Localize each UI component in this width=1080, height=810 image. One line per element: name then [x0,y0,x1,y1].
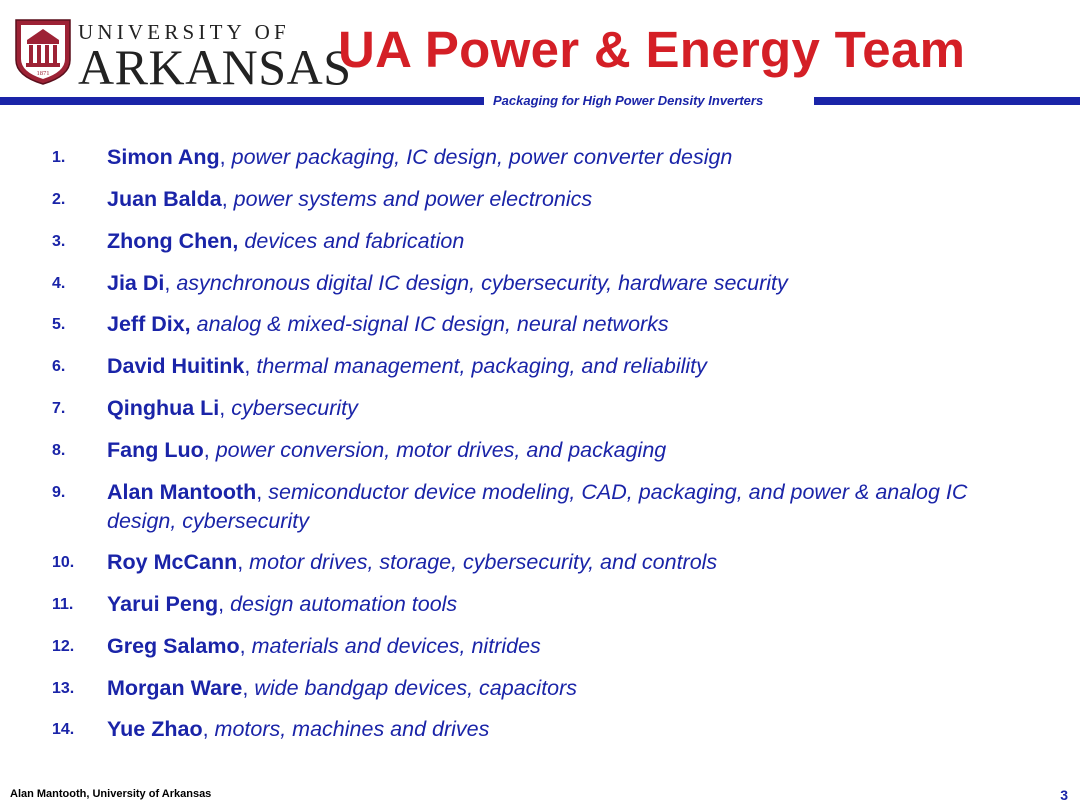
member-expertise: analog & mixed-signal IC design, neural networks [196,312,669,336]
member-name: Morgan Ware [107,676,243,700]
item-number: 12. [52,638,75,655]
item-number: 14. [52,721,75,738]
item-number: 9. [52,484,66,501]
member-expertise: motor drives, storage, cybersecurity, and controls [249,550,718,574]
member-expertise: cybersecurity [231,396,358,420]
member-expertise: thermal management, packaging, and reliability [256,354,707,378]
member-name: Jeff Dix, [107,312,191,336]
member-expertise: design automation tools [230,592,458,616]
slide-subtitle: Packaging for High Power Density Inverters [493,93,764,108]
page-number: 3 [1060,787,1068,803]
member-name: Greg Salamo [107,634,240,658]
header-rule-left [0,97,484,105]
university-seal-icon [12,16,74,86]
item-number: 6. [52,358,66,375]
member-name: Yue Zhao [107,717,203,741]
member-expertise: power systems and power electronics [233,187,593,211]
item-number: 8. [52,442,66,459]
footer-author: Alan Mantooth, University of Arkansas [10,788,212,800]
member-name: Fang Luo [107,438,204,462]
member-name: Jia Di [107,271,165,295]
university-logo [12,16,352,95]
svg-text:1871: 1871 [36,70,50,77]
item-number: 7. [52,400,66,417]
member-name: Simon Ang [107,145,220,169]
item-number: 10. [52,554,75,571]
member-name: Yarui Peng [107,592,219,616]
member-expertise: wide bandgap devices, capacitors [254,676,578,700]
header-rule-right [814,97,1080,105]
item-number: 11. [52,596,74,613]
item-number: 13. [52,680,75,697]
member-name: Roy McCann [107,550,238,574]
slide-title: UA Power & Energy Team [338,21,966,78]
member-expertise: asynchronous digital IC design, cybersecurity, hardware security [176,271,788,295]
member-expertise: devices and fabrication [244,229,465,253]
member-name: Juan Balda [107,187,222,211]
item-number: 2. [52,191,66,208]
member-name: Alan Mantooth [107,480,257,504]
item-number: 4. [52,275,66,292]
logo-arkansas: ARKANSAS [78,39,352,95]
member-expertise: semiconductor device modeling, CAD, packaging, and power & analog IC design, cybersecurity [107,480,968,533]
member-expertise: power conversion, motor drives, and packaging [215,438,667,462]
item-number: 5. [52,316,66,333]
member-expertise: power packaging, IC design, power converter design [231,145,733,169]
member-name: Zhong Chen, [107,229,239,253]
member-expertise: materials and devices, nitrides [251,634,541,658]
member-name: Qinghua Li [107,396,220,420]
item-number: 1. [52,149,66,166]
item-number: 3. [52,233,66,250]
member-name: David Huitink [107,354,245,378]
member-expertise: motors, machines and drives [214,717,490,741]
logo-university-of: UNIVERSITY OF [78,20,290,44]
